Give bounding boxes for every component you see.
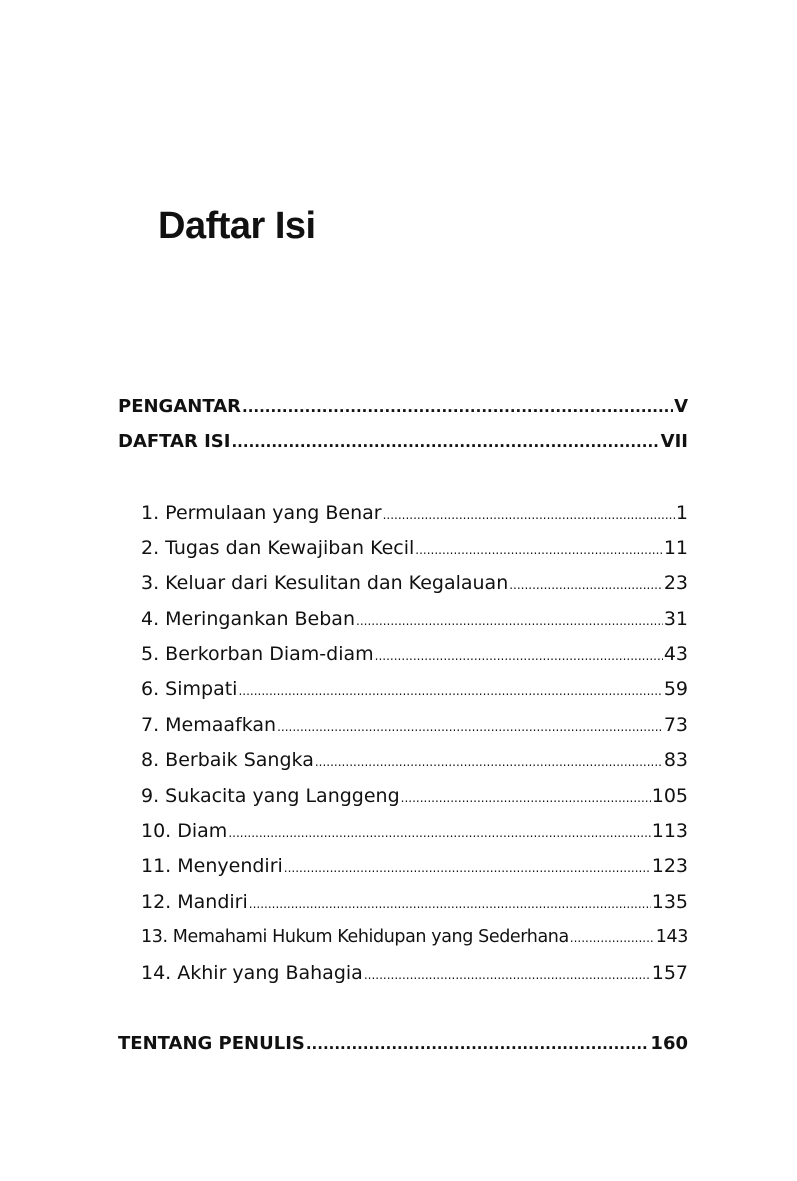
toc-entry-label: 7. Memaafkan bbox=[141, 714, 277, 736]
toc-entry-page: 123 bbox=[651, 855, 688, 877]
toc-entry-chapter-6[interactable] bbox=[141, 675, 688, 703]
toc-entry-daftar-isi[interactable] bbox=[118, 428, 688, 456]
toc-entry-label: 12. Mandiri bbox=[141, 891, 248, 913]
leader-dots bbox=[509, 571, 663, 597]
toc-entry-label: PENGANTAR bbox=[118, 396, 241, 417]
toc-entry-page: 135 bbox=[651, 891, 688, 913]
toc-entry-chapter-9[interactable] bbox=[141, 782, 688, 810]
toc-entry-page: 11 bbox=[663, 537, 688, 559]
toc-entry-chapter-14[interactable] bbox=[141, 959, 688, 987]
toc-entry-page: 31 bbox=[663, 608, 688, 630]
toc-entry-label: 2. Tugas dan Kewajiban Kecil bbox=[141, 537, 415, 559]
toc-entry-chapter-8[interactable] bbox=[141, 746, 688, 774]
toc-entry-chapter-13[interactable] bbox=[141, 923, 688, 951]
toc-entry-chapter-5[interactable] bbox=[141, 640, 688, 668]
toc-entry-page: 59 bbox=[663, 678, 688, 700]
toc-entry-label: DAFTAR ISI bbox=[118, 431, 231, 452]
toc-entry-chapter-3[interactable] bbox=[141, 569, 688, 597]
leader-dots bbox=[231, 428, 659, 456]
toc-entry-page: 113 bbox=[651, 820, 688, 842]
toc-entry-label: 11. Menyendiri bbox=[141, 855, 283, 877]
leader-dots bbox=[238, 677, 662, 703]
toc-entry-label: 3. Keluar dari Kesulitan dan Kegalauan bbox=[141, 572, 509, 594]
toc-entry-label: 14. Akhir yang Bahagia bbox=[141, 962, 363, 984]
leader-dots bbox=[570, 924, 655, 951]
leader-dots bbox=[401, 784, 651, 810]
toc-entry-chapter-1[interactable] bbox=[141, 499, 688, 527]
leader-dots bbox=[364, 961, 651, 987]
toc-entry-pengantar[interactable] bbox=[118, 393, 688, 421]
toc-entry-page: VII bbox=[660, 431, 688, 452]
toc-entry-tentang-penulis[interactable] bbox=[118, 1030, 688, 1058]
toc-entry-chapter-11[interactable] bbox=[141, 852, 688, 880]
leader-dots bbox=[228, 819, 650, 845]
toc-entry-page: 23 bbox=[663, 572, 688, 594]
toc-entry-label: 5. Berkorban Diam-diam bbox=[141, 643, 374, 665]
toc-entry-label: 9. Sukacita yang Langgeng bbox=[141, 785, 400, 807]
toc-entry-label: 4. Meringankan Beban bbox=[141, 608, 355, 630]
toc-entry-page: 73 bbox=[663, 714, 688, 736]
toc-entry-chapter-10[interactable] bbox=[141, 817, 688, 845]
toc-entry-page: 43 bbox=[663, 643, 688, 665]
toc-entry-page: 83 bbox=[663, 749, 688, 771]
toc-entry-label: 10. Diam bbox=[141, 820, 228, 842]
toc-entry-page: V bbox=[674, 396, 688, 417]
toc-entry-page: 160 bbox=[650, 1033, 688, 1054]
leader-dots bbox=[284, 854, 651, 880]
leader-dots bbox=[383, 501, 675, 527]
toc-entry-label: 6. Simpati bbox=[141, 678, 238, 700]
leader-dots bbox=[315, 748, 663, 774]
leader-dots bbox=[277, 713, 663, 739]
toc-entry-label: TENTANG PENULIS bbox=[118, 1033, 305, 1054]
toc-entry-label: 8. Berbaik Sangka bbox=[141, 749, 314, 771]
toc-entry-page: 105 bbox=[651, 785, 688, 807]
toc-entry-chapter-4[interactable] bbox=[141, 605, 688, 633]
toc-entry-chapter-2[interactable] bbox=[141, 534, 688, 562]
leader-dots bbox=[242, 393, 673, 421]
leader-dots bbox=[356, 607, 663, 633]
toc-entry-page: 143 bbox=[655, 927, 688, 947]
toc-entry-label: 1. Permulaan yang Benar bbox=[141, 502, 382, 524]
toc-entry-page: 1 bbox=[675, 502, 688, 524]
toc-entry-page: 157 bbox=[651, 962, 688, 984]
leader-dots bbox=[249, 890, 651, 916]
leader-dots bbox=[415, 536, 663, 562]
toc-entry-label: 13. Memahami Hukum Kehidupan yang Sederhana bbox=[141, 927, 569, 947]
toc-entry-chapter-12[interactable] bbox=[141, 888, 688, 916]
leader-dots bbox=[306, 1030, 650, 1058]
leader-dots bbox=[375, 642, 663, 668]
toc-entry-chapter-7[interactable] bbox=[141, 711, 688, 739]
page-title: Daftar Isi bbox=[158, 205, 316, 247]
